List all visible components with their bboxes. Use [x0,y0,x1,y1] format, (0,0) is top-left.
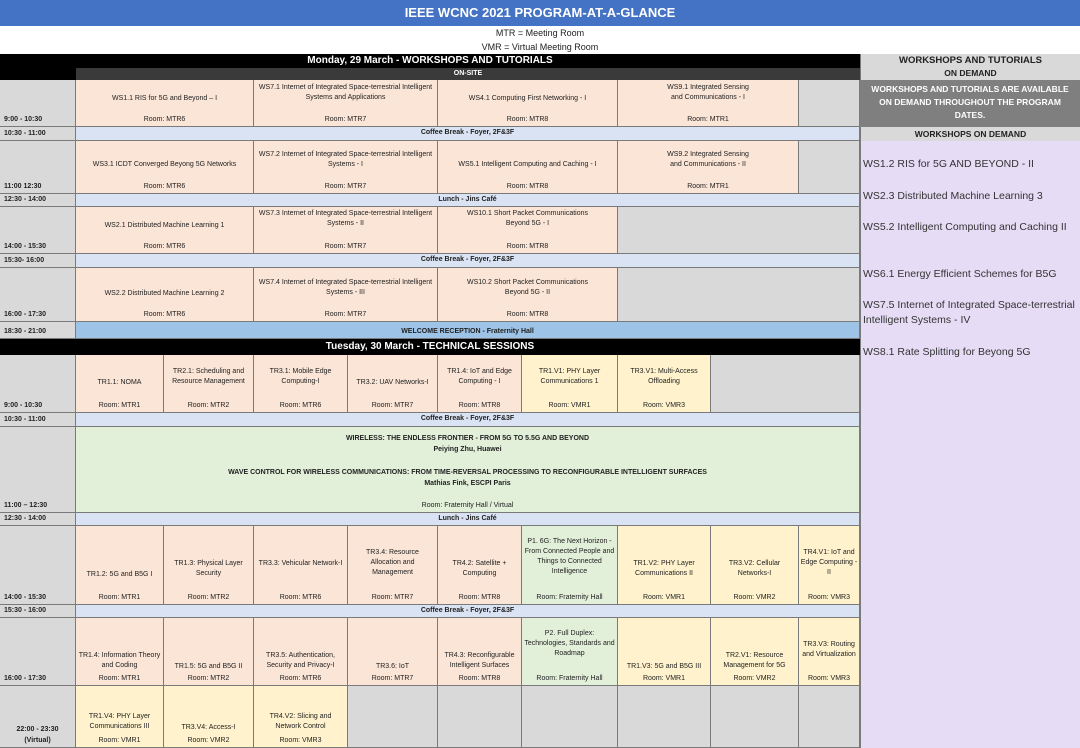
session-cell[interactable]: TR1.V1: PHY Layer Communications 1 Room: VMR1 [522,355,618,413]
empty-cell [799,80,860,127]
session-cell[interactable]: WS9.1 Integrated Sensing and Communications - I Room: MTR1 [618,80,799,127]
empty-cell [799,686,860,748]
session-cell[interactable]: TR4.2: Satellite + Computing Room: MTR8 [438,526,522,605]
break-bar: Lunch - Jins Café [76,513,860,526]
on-demand-item[interactable]: WS5.2 Intelligent Computing and Caching II [863,221,1067,233]
session-cell[interactable]: TR1.4: IoT and Edge Computing - I Room: MTR8 [438,355,522,413]
time-cell: 16:00 - 17:30 [0,268,76,322]
break-bar: Coffee Break - Foyer, 2F&3F [76,127,860,141]
time-cell: 9:00 - 10:30 [0,80,76,127]
legend-mtr: MTR = Meeting Room [495,28,585,38]
session-cell[interactable]: TR3.V2: Cellular Networks-I Room: VMR2 [711,526,799,605]
empty-cell [711,686,799,748]
session-cell[interactable]: TR3.3: Vehicular Network-I Room: MTR6 [254,526,348,605]
session-cell[interactable]: TR1.V2: PHY Layer Communications II Room: VMR1 [618,526,711,605]
session-cell[interactable]: TR1.3: Physical Layer Security Room: MTR2 [164,526,254,605]
session-cell[interactable]: TR4.V1: IoT and Edge Computing - II Room: VMR3 [799,526,860,605]
keynote-1-speaker: Peiying Zhu, Huawei [433,446,502,453]
empty-cell [618,268,860,322]
on-demand-item[interactable]: WS7.5 Internet of Integrated Space-terrestrial Intelligent Systems - IV [863,299,1075,326]
session-cell[interactable]: TR1.1: NOMA Room: MTR1 [76,355,164,413]
session-cell[interactable]: TR3.V1: Multi-Access Offloading Room: VMR3 [618,355,711,413]
break-bar: Coffee Break - Foyer, 2F&3F [76,605,860,618]
session-cell[interactable]: WS4.1 Computing First Networking - I Room: MTR8 [438,80,618,127]
session-cell[interactable]: TR2.1: Scheduling and Resource Management Room: MTR2 [164,355,254,413]
session-cell[interactable]: TR3.6: IoT Room: MTR7 [348,618,438,686]
empty-cell [799,141,860,194]
session-cell[interactable]: TR3.V4: Access-I Room: VMR2 [164,686,254,748]
onsite-label: ON-SITE [76,68,860,80]
time-cell: 9:00 - 10:30 [0,355,76,413]
on-demand-item[interactable]: WS2.3 Distributed Machine Learning 3 [863,190,1043,202]
time-cell: 10:30 - 11:00 [0,127,76,141]
time-cell: 14:00 - 15:30 [0,526,76,605]
session-cell[interactable]: TR3.1: Mobile Edge Computing-I Room: MTR6 [254,355,348,413]
session-cell[interactable]: TR3.2: UAV Networks-I Room: MTR7 [348,355,438,413]
sidebar-label: WORKSHOPS ON DEMAND [860,127,1080,141]
page-title: IEEE WCNC 2021 PROGRAM-AT-A-GLANCE [0,0,1080,26]
empty-cell [711,355,860,413]
keynote-cell[interactable] [76,427,860,513]
break-bar: Coffee Break - Foyer, 2F&3F [76,254,860,268]
session-cell[interactable]: TR1.V4: PHY Layer Communications III Room: VMR1 [76,686,164,748]
time-cell: 12:30 - 14:00 [0,513,76,526]
time-cell: 14:00 - 15:30 [0,207,76,254]
session-cell[interactable]: WS9.2 Integrated Sensing and Communications - II Room: MTR1 [618,141,799,194]
session-cell[interactable]: TR4.3: Reconfigurable Intelligent Surfaces Room: MTR8 [438,618,522,686]
break-bar: Lunch - Jins Café [76,194,860,207]
session-cell[interactable]: WS3.1 ICDT Converged Beyong 5G Networks Room: MTR6 [76,141,254,194]
session-cell[interactable]: WS7.2 Internet of Integrated Space-terrestrial Intelligent Systems - I Room: MTR7 [254,141,438,194]
sidebar-notice: WORKSHOPS AND TUTORIALS ARE AVAILABLE ON DEMAND THROUGHOUT THE PROGRAM DATES. [860,80,1080,127]
on-demand-item[interactable]: WS8.1 Rate Splitting for Beyong 5G [863,346,1031,358]
session-cell[interactable]: WS7.4 Internet of Integrated Space-terrestrial Intelligent Systems - III Room: MTR7 [254,268,438,322]
session-cell[interactable]: WS10.1 Short Packet Communications Beyond 5G - I Room: MTR8 [438,207,618,254]
panel-cell[interactable]: P2. Full Duplex: Technologies, Standards and Roadmap Room: Fraternity Hall [522,618,618,686]
session-cell[interactable]: TR1.2: 5G and B5G I Room: MTR1 [76,526,164,605]
session-cell[interactable]: TR1.4: Information Theory and Coding Room: MTR1 [76,618,164,686]
time-cell: 11:00 12:30 [0,141,76,194]
session-cell[interactable]: TR4.V2: Slicing and Network Control Room: VMR3 [254,686,348,748]
time-cell: 16:00 - 17:30 [0,618,76,686]
time-cell: 15:30 - 16:00 [0,605,76,618]
time-cell: 11:00 – 12:30 [0,427,76,513]
time-cell: 22:00 - 23:30 (Virtual) [0,686,76,748]
tuesday-header: Tuesday, 30 March - TECHNICAL SESSIONS [0,339,860,355]
session-cell[interactable]: WS2.1 Distributed Machine Learning 1 Room: MTR6 [76,207,254,254]
sidebar-header: WORKSHOPS AND TUTORIALS ON DEMAND [860,54,1080,80]
session-cell[interactable]: TR1.V3: 5G and B5G III Room: VMR1 [618,618,711,686]
session-cell[interactable]: WS7.3 Internet of Integrated Space-terrestrial Intelligent Systems - II Room: MTR7 [254,207,438,254]
empty-cell [618,207,860,254]
monday-header: Monday, 29 March - WORKSHOPS AND TUTORIALS [0,54,860,68]
empty-cell [348,686,438,748]
on-demand-item[interactable]: WS1.2 RIS for 5G AND BEYOND - II [863,158,1034,170]
keynote-1-title: WIRELESS: THE ENDLESS FRONTIER - FROM 5G TO 5.5G AND BEYOND [345,435,590,442]
keynote-2-title: WAVE CONTROL FOR WIRELESS COMMUNICATIONS: FROM TIME-REVERSAL PROCESSING TO RECONFIGURABLE INTELLIGENT SURFACES [228,469,707,476]
keynote-2-speaker: Mathias Fink, ESCPI Paris [424,480,511,487]
empty-cell [522,686,618,748]
session-cell[interactable]: TR3.V3: Routing and Virtualization Room: VMR3 [799,618,860,686]
legend-vmr: VMR = Virtual Meeting Room [481,42,599,52]
on-demand-list [860,141,1080,748]
reception-bar: WELCOME RECEPTION - Fraternity Hall [76,322,860,339]
session-cell[interactable]: WS7.1 Internet of Integrated Space-terrestrial Intelligent Systems and Applications Room: MTR7 [254,80,438,127]
time-cell: 18:30 - 21:00 [0,322,76,339]
session-cell[interactable]: WS1.1 RIS for 5G and Beyond – I Room: MTR6 [76,80,254,127]
time-cell: 15:30- 16:00 [0,254,76,268]
session-cell[interactable]: TR3.4: Resource Allocation and Management Room: MTR7 [348,526,438,605]
empty-cell [618,686,711,748]
session-cell[interactable]: WS10.2 Short Packet Communications Beyond 5G - II Room: MTR8 [438,268,618,322]
panel-cell[interactable]: P1. 6G: The Next Horizon - From Connected People and Things to Connected Intelligence Room: Fraternity Hall [522,526,618,605]
time-cell: 10:30 - 11:00 [0,413,76,427]
empty-cell [438,686,522,748]
session-cell[interactable]: WS2.2 Distributed Machine Learning 2 Room: MTR6 [76,268,254,322]
session-cell[interactable]: TR2.V1: Resource Management for 5G Room: VMR2 [711,618,799,686]
session-cell[interactable]: WS5.1 Intelligent Computing and Caching - I Room: MTR8 [438,141,618,194]
on-demand-item[interactable]: WS6.1 Energy Efficient Schemes for B5G [863,268,1057,280]
time-cell: 12:30 - 14:00 [0,194,76,207]
break-bar: Coffee Break - Foyer, 2F&3F [76,413,860,427]
keynote-room: Room: Fraternity Hall / Virtual [421,502,514,509]
onsite-spacer [0,68,76,80]
session-cell[interactable]: TR3.5: Authentication, Security and Privacy-I Room: MTR6 [254,618,348,686]
session-cell[interactable]: TR1.5: 5G and B5G II Room: MTR2 [164,618,254,686]
